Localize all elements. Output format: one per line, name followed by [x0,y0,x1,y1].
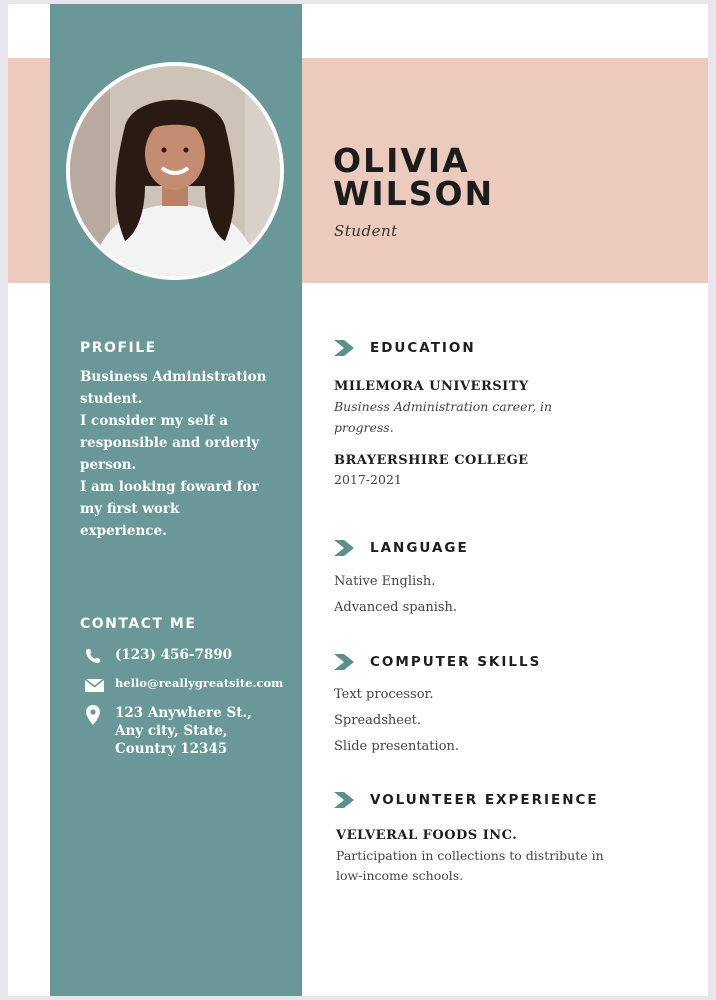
detail-line: progress. [334,420,394,435]
last-name: WILSON [333,174,495,213]
education-heading: EDUCATION [370,340,476,356]
language-item: Native English. [334,574,436,589]
address [115,704,252,758]
address-line: 123 Anywhere St., [115,705,252,721]
chevron-right-icon [334,340,356,356]
volunteer-detail [336,846,604,886]
chevron-right-icon [334,792,356,808]
language-list [334,569,469,621]
language-heading: LANGUAGE [370,540,469,556]
detail-line: Business Administration career, in [334,399,553,414]
detail-line: Participation in collections to distribute in [336,848,604,863]
education-item [334,453,529,487]
skill-item: Text processor. [334,687,434,702]
contact-phone [84,647,232,665]
full-name [333,141,495,213]
chevron-right-icon [334,654,356,670]
language-item: Advanced spanish. [334,600,458,615]
profile-text [80,366,280,542]
detail-line: 2017-2021 [334,472,402,487]
volunteer-section [334,792,599,808]
first-name: OLIVIA [333,141,470,180]
profile-line: responsible and orderly [80,435,260,451]
skill-item: Slide presentation. [334,739,460,754]
contact-address [84,704,252,758]
phone-icon [84,647,106,665]
profile-line: person. [80,457,137,473]
language-section [334,540,469,621]
envelope-icon [84,676,106,694]
phone-number: (123) 456-7890 [115,647,233,663]
location-pin-icon [84,704,106,726]
contact-heading: CONTACT ME [80,616,197,632]
job-role: Student [334,222,398,240]
school-detail [334,472,529,487]
skill-item: Spreadsheet. [334,713,421,728]
profile-line: Business Administration [80,369,267,385]
school-name: BRAYERSHIRE COLLEGE [334,453,529,468]
profile-line: student. [80,391,143,407]
detail-line: low-income schools. [336,868,464,883]
profile-line: experience. [80,523,167,539]
chevron-right-icon [334,540,356,556]
address-line: Any city, State, [115,723,228,739]
contact-email [84,676,283,694]
resume-page [8,4,708,996]
school-name: MILEMORA UNIVERSITY [334,379,529,394]
profile-photo [66,62,284,280]
education-item [334,379,552,438]
profile-line: I am looking foward for [80,479,259,495]
volunteer-item [336,828,604,886]
computer-skills-heading: COMPUTER SKILLS [370,654,542,670]
profile-heading: PROFILE [80,340,157,356]
volunteer-heading: VOLUNTEER EXPERIENCE [370,792,599,808]
organization-name: VELVERAL FOODS INC. [336,828,518,843]
profile-line: I consider my self a [80,413,229,429]
computer-skills-section [334,654,541,760]
education-section [334,340,476,356]
school-detail [334,396,552,438]
email-address: hello@reallygreatsite.com [115,676,284,690]
address-line: Country 12345 [115,741,228,757]
profile-line: my first work [80,501,180,517]
skills-list [334,682,541,760]
